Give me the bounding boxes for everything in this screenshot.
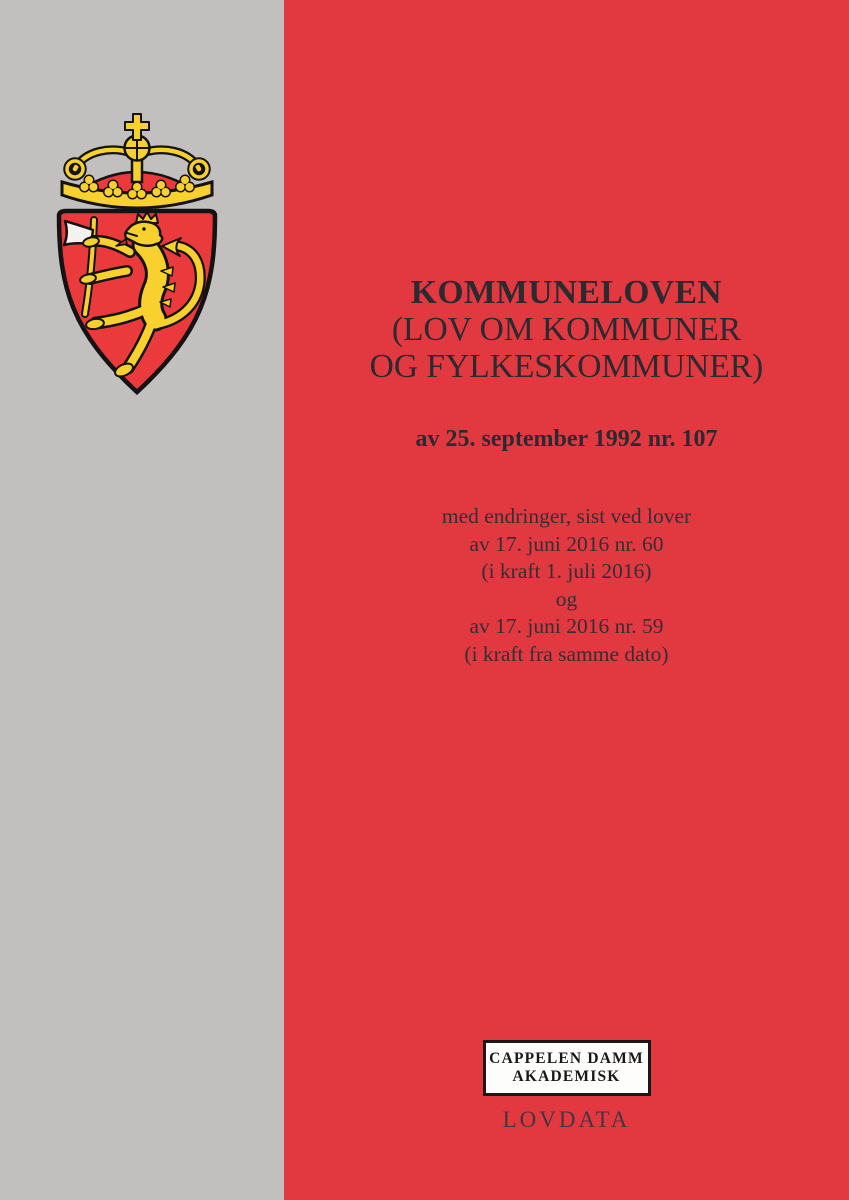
book-subtitle-line-2: OG FYLKESKOMMUNER) <box>369 348 764 385</box>
royal-crown-icon <box>62 114 212 208</box>
title-block <box>284 274 849 385</box>
publisher-name-line-2: AKADEMISK <box>512 1068 621 1085</box>
amendment-line: med endringer, sist ved lover <box>441 504 692 528</box>
left-gray-panel <box>0 0 284 1200</box>
imprint-lovdata: LOVDATA <box>502 1107 631 1132</box>
norwegian-coat-of-arms-icon <box>54 112 220 396</box>
amendment-line: (i kraft 1. juli 2016) <box>481 559 652 583</box>
book-title: KOMMUNELOVEN <box>410 274 723 311</box>
amendment-line: (i kraft fra samme dato) <box>464 641 669 666</box>
publisher-name-line-1: CAPPELEN DAMM <box>489 1050 644 1067</box>
law-date-line: av 25. september 1992 nr. 107 <box>415 426 718 452</box>
amendment-line: og <box>555 586 578 611</box>
amendment-line: av 17. juni 2016 nr. 60 <box>469 531 664 556</box>
amendment-line: av 17. juni 2016 nr. 59 <box>469 614 664 638</box>
right-red-panel <box>284 0 849 1200</box>
amendments-block <box>284 503 849 668</box>
book-subtitle-line-1: (LOV OM KOMMUNER <box>391 311 742 348</box>
publisher-logo <box>483 1040 651 1096</box>
